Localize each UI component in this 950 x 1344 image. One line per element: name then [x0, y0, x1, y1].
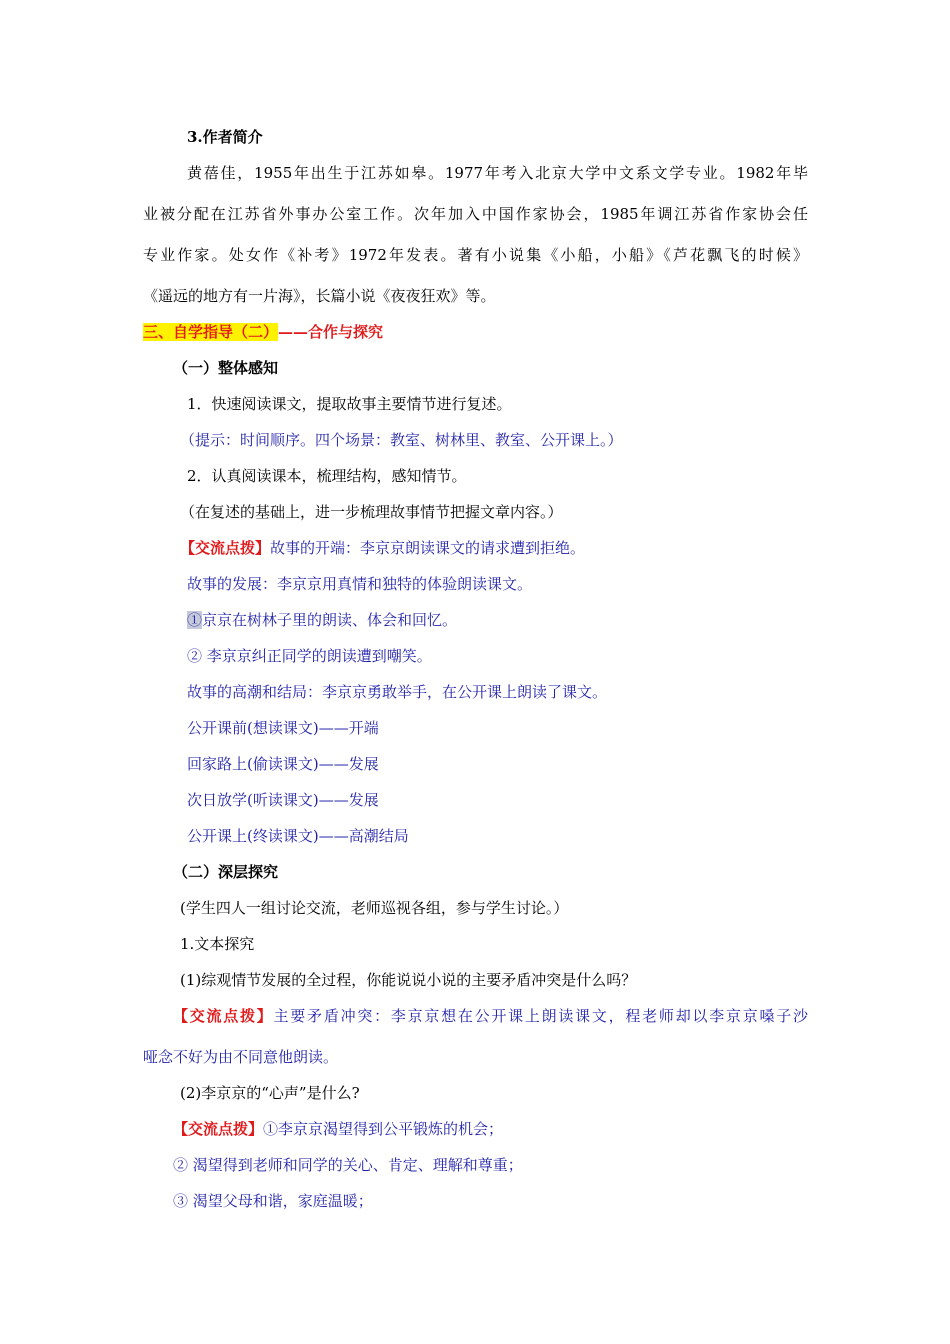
scene-3: 次日放学(听读课文)——发展 [187, 791, 379, 809]
subheading-text-inquiry: 1.文本探究 [180, 935, 255, 953]
note-text: （在复述的基础上，进一步梳理故事情节把握文章内容。） [180, 503, 563, 521]
exchange-tag: 【交流点拨】 [180, 539, 271, 557]
hint-text: （提示：时间顺序。四个场景：教室、树林里、教室、公开课上。） [180, 431, 623, 449]
inquiry-answer-1 [173, 1005, 808, 1027]
author-heading: 3.作者简介 [187, 128, 263, 146]
inquiry-answer-1-line2: 哑念不好为由不同意他朗读。 [143, 1048, 339, 1066]
development-item-2: ② 李京京纠正同学的朗读遭到嘲笑。 [187, 647, 432, 665]
inquiry-question-1: (1)综观情节发展的全过程，你能说说小说的主要矛盾冲突是什么吗？ [180, 971, 637, 989]
author-paragraph-line: 业被分配在江苏省外事办公室工作。次年加入中国作家协会，1985年调江苏省作家协会任 [143, 205, 808, 223]
answer-start [180, 537, 585, 559]
development-item-1 [187, 609, 457, 631]
part1-heading: （一）整体感知 [173, 359, 279, 377]
story-start: 故事的开端：李京京朗读课文的请求遭到拒绝。 [270, 539, 586, 557]
exchange-tag: 【交流点拨】 [173, 1007, 274, 1025]
exchange-tag: 【交流点拨】 [173, 1120, 264, 1138]
section-title [143, 321, 383, 343]
story-development: 故事的发展：李京京用真情和独特的体验朗读课文。 [187, 575, 533, 593]
part2-heading: （二）深层探究 [173, 863, 279, 881]
section-title-highlight: 三、自学指导（二） [143, 323, 279, 341]
longing-item-2: ② 渴望得到老师和同学的关心、肯定、理解和尊重； [173, 1156, 523, 1174]
section-title-rest: ——合作与探究 [278, 323, 384, 341]
inquiry-answer-2 [173, 1118, 503, 1140]
author-paragraph-line: 黄蓓佳，1955年出生于江苏如皋。1977年考入北京大学中文系文学专业。1982年毕 [187, 164, 808, 182]
development-item-1-text: 京京在树林子里的朗读、体会和回忆。 [202, 611, 458, 629]
scene-4: 公开课上(终读课文)——高潮结局 [187, 827, 409, 845]
scene-2: 回家路上(偷读课文)——发展 [187, 755, 379, 773]
inquiry-answer-1-line1: 主要矛盾冲突：李京京想在公开课上朗读课文，程老师却以李京京嗓子沙 [273, 1007, 808, 1025]
story-climax: 故事的高潮和结局：李京京勇敢举手，在公开课上朗读了课文。 [187, 683, 608, 701]
scene-1: 公开课前(想读课文)——开端 [187, 719, 379, 737]
author-paragraph-line: 专业作家。处女作《补考》1972年发表。著有小说集《小船，小船》《芦花飘飞的时候》 [143, 246, 808, 264]
inquiry-question-2: (2)李京京的“心声”是什么? [180, 1084, 360, 1102]
longing-item-1: ①李京京渴望得到公平锻炼的机会； [263, 1120, 504, 1138]
question-1: 1．快速阅读课文，提取故事主要情节进行复述。 [187, 395, 512, 413]
question-2: 2．认真阅读课本，梳理结构，感知情节。 [187, 467, 467, 485]
longing-item-3: ③ 渴望父母和谐，家庭温暖； [173, 1192, 373, 1210]
circled-number: ① [187, 611, 203, 629]
part2-note: (学生四人一组讨论交流，老师巡视各组，参与学生讨论。） [180, 899, 569, 917]
author-paragraph-line: 《遥远的地方有一片海》，长篇小说《夜夜狂欢》等。 [143, 287, 496, 305]
